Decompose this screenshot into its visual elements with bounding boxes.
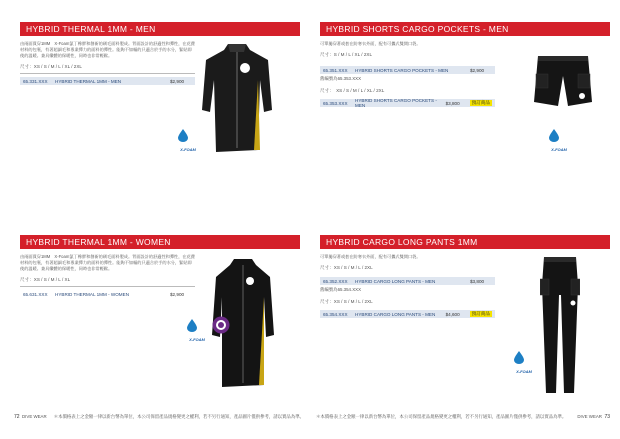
product-price: $4,600 — [445, 311, 460, 317]
product-price: $2,900 — [170, 291, 185, 297]
price-row — [20, 290, 195, 298]
x-foam-logo — [176, 128, 200, 152]
thermal-men-top-image — [198, 40, 276, 158]
cargo-pants-image — [540, 255, 580, 397]
right-footer — [316, 414, 610, 420]
product-price: $2,900 — [170, 78, 185, 84]
x-foam-drop-icon — [176, 128, 190, 142]
x-foam-logo — [512, 350, 536, 374]
x-foam-drop-icon — [547, 128, 561, 142]
product-name: HYBRID SHORTS CARGO POCKETS - MEN — [355, 98, 437, 108]
size-list: 尺寸：XS / S / M / L / 2XL — [320, 265, 373, 270]
product-code: 65.354.XXX — [323, 311, 348, 317]
section-title: HYBRID CARGO LONG PANTS 1MM — [320, 235, 610, 249]
page-number: 72 — [14, 414, 20, 420]
product-name: HYBRID SHORTS CARGO POCKETS - MEN — [355, 67, 449, 73]
price-row — [320, 99, 495, 107]
x-foam-drop-icon — [512, 350, 526, 364]
product-code: 65.353.XXX — [323, 100, 348, 106]
size-list-2: 尺寸：XS / S / M / L / 2XL — [320, 299, 373, 304]
old-code-note: 舊編號為65.353.XXX — [320, 76, 361, 81]
product-description: 可單獨穿著或套在防寒衣外面，配有可攜式雙開口袋。 — [320, 254, 421, 259]
size-list: 尺寸：S / M / L / XL / 2XL — [320, 52, 372, 57]
product-name: HYBRID THERMAL 1MM - WOMEN — [55, 291, 130, 297]
product-price: $3,800 — [445, 100, 460, 106]
price-row — [20, 77, 195, 85]
product-code: 65.351.XXX — [323, 67, 348, 73]
product-description: 可單獨穿著或套在防寒衣外面，配有可攜式雙開口袋。 — [320, 41, 421, 46]
price-row — [320, 277, 495, 285]
size-list: 尺寸：XS / S / M / L / XL — [20, 277, 71, 282]
divider — [20, 73, 195, 74]
footer-note: ＊本價格表上之金額一律以新台幣為單位，本公司保留產品規格變更之權利，若不另行通知，產品圖片僅供參考，請以實品為準。 — [53, 414, 304, 419]
product-code: 65.352.XXX — [323, 278, 348, 284]
product-price: $2,900 — [470, 67, 485, 73]
product-description: 由兩面貫穿1MM X-Foam氯丁橡膠和創新的刷毛面料製成。背面設計的舒適性和彈性，在花費材料的包裹，有著超細毛和專業彈力的面料的彈性。能夠不如幅的只適合於手的水分，緊貼即使的溫暖。兼具纖體的保暖性，同時也非常輕鬆。 — [20, 41, 195, 58]
x-foam-logo — [547, 128, 571, 152]
product-code: 65.331.XXX — [23, 78, 48, 84]
section-title: HYBRID THERMAL 1MM - WOMEN — [20, 235, 300, 249]
right-page — [310, 0, 620, 439]
footer-note: ＊本價格表上之金額一律以新台幣為單位，本公司保留產品規格變更之權利，若不另行通知，產品圖片僅供參考，請以實品為準。 — [316, 414, 567, 419]
product-description: 由兩面貫穿1MM X-Foam氯丁橡膠和創新的刷毛面料製成。背面設計的舒適性和彈性，在花費材料的包裹，有著超細毛和專業彈力的面料的彈性。能夠不如幅的只適合於手的水分，緊貼即使的溫暖。兼具纖體的保暖性，同時也非常輕鬆。 — [20, 254, 195, 271]
preorder-tag: 預訂商品 — [471, 311, 490, 316]
size-list-2: 尺寸： XS / S / M / L / XL / 2XL — [320, 88, 385, 93]
left-footer — [14, 414, 304, 420]
size-list: 尺寸：XS / S / M / L / XL / 2XL — [20, 64, 82, 69]
product-price: $3,800 — [470, 278, 485, 284]
x-foam-label: X-FOAM — [551, 147, 567, 152]
price-row — [320, 66, 495, 74]
section-title: HYBRID THERMAL 1MM - MEN — [20, 22, 300, 36]
x-foam-drop-icon — [185, 318, 199, 332]
product-name: HYBRID CARGO LONG PANTS - MEN — [355, 311, 436, 317]
x-foam-label: X-FOAM — [189, 337, 205, 342]
section-title: HYBRID SHORTS CARGO POCKETS - MEN — [320, 22, 610, 36]
product-code: 65.631.XXX — [23, 291, 48, 297]
section-label: DIVE WEAR — [22, 414, 47, 419]
section-label: DIVE WEAR — [577, 414, 602, 419]
product-name: HYBRID THERMAL 1MM - MEN — [55, 78, 122, 84]
price-row — [320, 310, 495, 318]
x-foam-logo — [185, 318, 209, 342]
old-code-note: 舊編號為65.354.XXX — [320, 287, 361, 292]
x-foam-label: X-FOAM — [180, 147, 196, 152]
shorts-image — [532, 52, 594, 114]
page-number: 73 — [604, 414, 610, 420]
x-foam-label: X-FOAM — [516, 369, 532, 374]
divider — [20, 286, 195, 287]
womens-badge-icon — [212, 316, 230, 334]
product-name: HYBRID CARGO LONG PANTS - MEN — [355, 278, 436, 284]
preorder-tag: 預訂商品 — [471, 100, 490, 105]
